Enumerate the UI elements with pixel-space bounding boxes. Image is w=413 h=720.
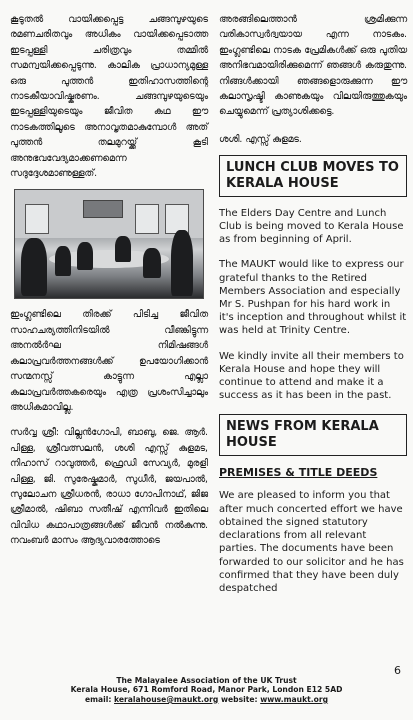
meeting-photo (14, 189, 204, 299)
email-link[interactable]: keralahouse@maukt.org (114, 694, 219, 704)
premises-paragraph: We are pleased to inform you that after much concerted effort we have obtained the signed statutory declarations from all relevant parties. The documents have been forwarded to our solicitor and he has confirmed that they have been duly despatched (219, 490, 404, 594)
left-column (10, 12, 208, 549)
email-label: email: (84, 694, 112, 704)
malayalam-paragraph-3: സർവ്വ ശ്രീ: വില്ലൻഗോപി, ബാബു, ജെ. ആർ. പിള്ള, ശ്രീവത്സലൻ, ശശി എസ്സ് കുളമട, നിഹാസ് റാവുത്തർ, ഫ്രെഡി സേവ്യർ, മുരളി പിള്ള, ജി. സുരേഷ്കുമാർ, സുധീർ, ജയപാൽ, സുലോചന ശ്രീധരൻ, രാധാ ഗോപിനാഥ്, ജിജ ശ്രീമാൽ, ഷിബാ സതീഷ് എന്നിവർ ഇതിലെ വിവിധ കഥാപാത്രങ്ങൾക്ക് ജീവൻ നൽകുന്നു. നവംബർ മാസം ആദ്യവാരത്തോടെ (10, 427, 208, 547)
footer-contact (0, 695, 413, 704)
right-column (219, 12, 407, 607)
author-signature: ശശി. എസ്സ് കുളമട. (219, 133, 302, 145)
footer-address: Kerala House, 671 Romford Road, Manor Park, London E12 5AD (70, 685, 343, 695)
news-headline: NEWS FROM KERALA HOUSE (219, 414, 407, 456)
website-link[interactable]: www.maukt.org (260, 694, 329, 704)
malayalam-paragraph-1: കൂടുതൽ വായിക്കപ്പെട്ട ചങ്ങമ്പുഴയുടെ രമണചരിതവും അധികം വായിക്കപ്പെടാത്ത ഇടപ്പള്ളി ചരിത്രവും തമ്മിൽ സമന്വയിക്കപ്പെടുന്നു. കാലിക പ്രാധാന്യമുള്ള ഒരു പുത്തൻ ഇതിഹാസത്തിന്റെ നാടകീയാവിഷ്കരണം. ചങ്ങമ്പുഴയുടെയും ഇടപ്പള്ളിയുടെയും ജീവിത കഥ ഈ നാടകത്തിലൂടെ അനാവൃതമാകുമ്പോൾ അത് പുത്തൻ തലമുറയ്ക്ക് കൂടി അനുഭവവേദ്യമാക്കണമെന്ന സദുദ്ദേശമാണുള്ളത്. (10, 14, 208, 180)
lunch-paragraph-1: The Elders Day Centre and Lunch Club is being moved to Kerala House as from beginning of April. (219, 207, 404, 246)
page-number: 6 (394, 664, 401, 677)
lunch-paragraph-3: We kindly invite all their members to Kerala House and hope they will continue to attend and make it a success as it has been in the past. (219, 350, 404, 402)
malayalam-paragraph-2: ഇംഗ്ലണ്ടിലെ തിരക്ക് പിടിച്ച ജീവിത സാഹചര്യത്തിനിടയിൽ വീണ്കിട്ടുന്ന അനൽർഘ നിമിഷങ്ങൾ കലാപ്രവർത്തനങ്ങൾക്ക് ഉപയോഗിക്കാൻ സന്മനസ്സ് കാട്ടുന്ന എല്ലാ കലാപ്രവർത്തകരെയും എത്ര പ്രശംസിച്ചാലും അധികമാവില്ല. (10, 309, 208, 413)
website-label: website: (220, 694, 258, 704)
malayalam-paragraph-right: അരങ്ങിലെത്താൻ ശ്രമിക്കുന്ന വരികാസ്വർദ്വയായ എന്ന നാടകം. ഇംഗ്ലണ്ടിലെ നാടക പ്രേമികൾക്ക് ഒരു പുതിയ അനിഭവമായിരിക്കുമെന്ന് ഞങ്ങൾ കരുതുന്നു. നിങ്ങൾക്കായി ഞങ്ങളൊരുക്കുന്ന ഈ കലാസൃഷ്ടി കാണുകയും വിലയിരുത്തുകയും ചെയ്യുമെന്ന് പ്രത്യാശിക്കട്ടെ. (219, 14, 407, 118)
lunch-paragraph-2: The MAUKT would like to express our grateful thanks to the Retired Members Association and especially Mr S. Pushpan for his hard work in it's inception and throughout whilst it was held at Trinity Centre. (219, 259, 407, 337)
lunch-club-headline: LUNCH CLUB MOVES TO KERALA HOUSE (219, 155, 407, 197)
footer-organisation: The Malayalee Association of the UK Trust (116, 676, 297, 685)
premises-subheading: PREMISES & TITLE DEEDS (219, 466, 378, 480)
footer (0, 676, 413, 704)
